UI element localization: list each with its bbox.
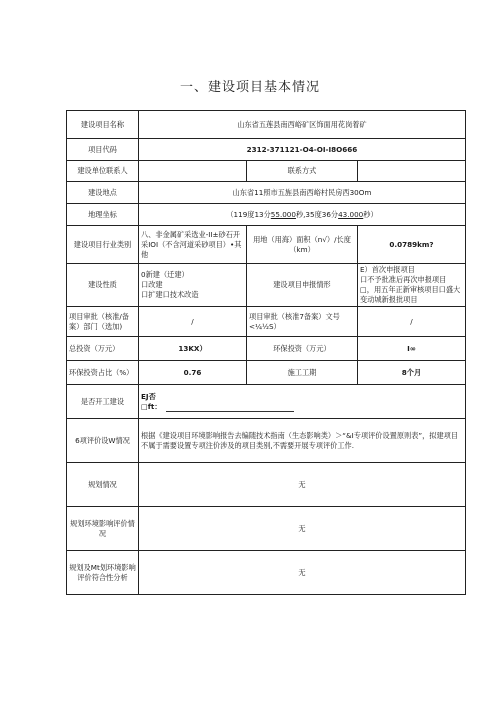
- report-option-change: □，用五年正新审核项目口盛大变动城新报批项目: [360, 285, 461, 304]
- coord-prefix: （119度13分: [226, 209, 271, 219]
- approval-dept-value: /: [139, 307, 247, 337]
- started-label: 是否开工建设: [67, 385, 139, 419]
- nature-option-expand: 口扩建口技术改造: [141, 290, 199, 299]
- env-investment-label: 环保投资（万元）: [247, 337, 358, 361]
- started-option-yes: □ft：: [141, 402, 463, 412]
- planning-eia-value: 无: [139, 507, 466, 551]
- approval-doc-label: 项目审批（核准7备案）文号<¼½S）: [247, 307, 358, 337]
- project-name-value: 山东省五莲县南西峪矿区饰面用花岗着矿: [139, 111, 466, 139]
- project-info-table: [66, 110, 466, 595]
- planning-value: 无: [139, 463, 466, 507]
- coord-suffix: 秒）: [363, 209, 378, 219]
- location-value: 山东省11照市五旌县南西峪村民房西30Om: [139, 182, 466, 204]
- env-ratio-label: 环保投资占比（%）: [67, 361, 139, 385]
- row-location: [67, 182, 466, 204]
- coord-lon-seconds: 55.000: [270, 209, 296, 219]
- nature-options: [139, 264, 247, 307]
- project-name-label: 建设项目名称: [67, 111, 139, 139]
- row-started: [67, 385, 466, 419]
- unit-contact-value: [139, 161, 247, 182]
- nature-label: 建设性质: [67, 264, 139, 307]
- total-investment-value: 13KX）: [139, 337, 247, 361]
- planning-compliance-label: 规划及Mt划环境影响评价符合性分析: [67, 551, 139, 595]
- nature-option-rebuild: 口改建: [141, 280, 163, 289]
- coordinates-label: 地理坐标: [67, 204, 139, 226]
- construction-period-value: 8个月: [358, 361, 466, 385]
- report-option-resubmit: 口不予批准后再次申报项目: [360, 275, 447, 284]
- contact-method-value: [358, 161, 466, 182]
- planning-label: 规划情况: [67, 463, 139, 507]
- report-type-options: [358, 264, 466, 307]
- special-eval-value: 根据《建设项目环境影响报告去编随技术指南（生态影响类）＞“&I专项评价设置原则表”，拟建项目不属于需要设置专项注价涉及的项目类别,不需要开展专项评价工作.: [139, 419, 466, 463]
- report-option-first: E）首次申报项目: [360, 265, 415, 274]
- row-approval: [67, 307, 466, 337]
- row-special-eval: [67, 419, 466, 463]
- env-investment-value: I∞: [358, 337, 466, 361]
- industry-value: 八、非金属矿采选业-II±砂石开采IOI（不含河道采砂项目）•其他: [139, 226, 247, 264]
- row-planning-eia: [67, 507, 466, 551]
- report-type-label: 建设项目申报情形: [247, 264, 358, 307]
- row-project-name: [67, 111, 466, 139]
- contact-method-label: 联系方式: [247, 161, 358, 182]
- planning-compliance-value: 无: [139, 551, 466, 595]
- row-project-code: [67, 139, 466, 161]
- started-fill-line: [166, 402, 294, 412]
- page-title: 一、建设项目基本情况: [179, 80, 320, 95]
- row-coordinates: [67, 204, 466, 226]
- project-code-label: 项目代码: [67, 139, 139, 161]
- industry-label: 建设项目行业类别: [67, 226, 139, 264]
- area-label: 用地（用海）面积（n√）/长度（km）: [247, 226, 358, 264]
- unit-contact-label: 建设单位联系人: [67, 161, 139, 182]
- row-investment: [67, 337, 466, 361]
- env-ratio-value: 0.76: [139, 361, 247, 385]
- nature-option-new: 0新建（迁建）: [141, 270, 189, 279]
- row-planning: [67, 463, 466, 507]
- started-options: [139, 385, 466, 419]
- approval-doc-value: /: [358, 307, 466, 337]
- row-planning-compliance: [67, 551, 466, 595]
- started-option-no: EJ否: [141, 391, 156, 401]
- row-nature: [67, 264, 466, 307]
- approval-dept-label: 项目审批（核准/备案）部门（选加): [67, 307, 139, 337]
- row-unit-contact: [67, 161, 466, 182]
- coordinates-value: [139, 204, 466, 226]
- coord-mid: 秒,35度36分: [295, 209, 339, 219]
- row-industry: [67, 226, 466, 264]
- total-investment-label: 总投资（万元）: [67, 337, 139, 361]
- special-eval-label: 6项评价设W情况: [67, 419, 139, 463]
- row-ratio: [67, 361, 466, 385]
- area-value: 0.0789km?: [358, 226, 466, 264]
- planning-eia-label: 规划环境影响评价情况: [67, 507, 139, 551]
- coord-lat-seconds: 43.000: [338, 209, 364, 219]
- project-code-value: 2312-371121-O4-OI-I8O666: [139, 139, 466, 161]
- construction-period-label: 施工工期: [247, 361, 358, 385]
- location-label: 建设地点: [67, 182, 139, 204]
